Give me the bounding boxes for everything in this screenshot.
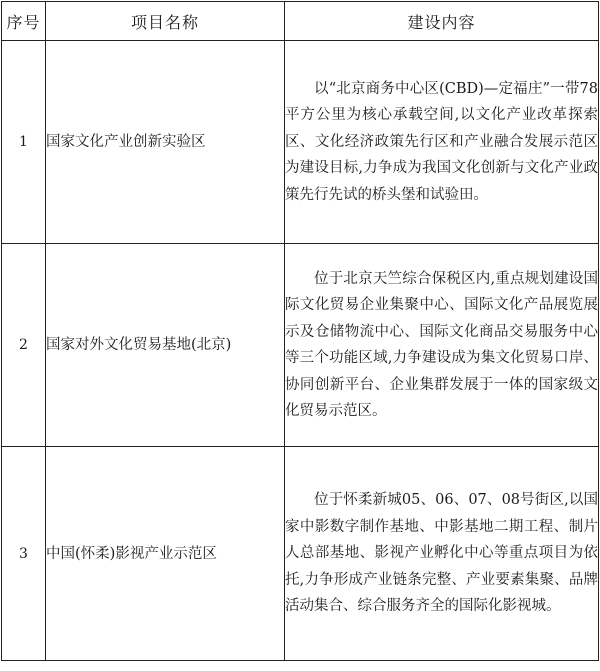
project-content: 位于北京天竺综合保税区内,重点规划建设国际文化贸易企业集聚中心、国际文化产品展览展示及仓储物流中心、国际文化商品交易服务中心等三个功能区域,力争建设成为集文化贸易口岸、协同创新平台、企业集群发展于一体的国家级文化贸易示范区。 bbox=[285, 244, 599, 447]
table-header-row bbox=[2, 2, 599, 41]
table-row bbox=[2, 244, 599, 447]
project-name: 国家对外文化贸易基地(北京) bbox=[46, 244, 285, 447]
project-name: 国家文化产业创新实验区 bbox=[46, 41, 285, 244]
table-row bbox=[2, 447, 599, 661]
project-table bbox=[1, 1, 599, 661]
project-content: 位于怀柔新城05、06、07、08号街区,以国家中影数字制作基地、中影基地二期工程、制片人总部基地、影视产业孵化中心等重点项目为依托,力争形成产业链条完整、产业要素集聚、品牌活动集合、综合服务齐全的国际化影视城。 bbox=[285, 447, 599, 661]
header-content: 建设内容 bbox=[285, 2, 599, 41]
row-number: 1 bbox=[2, 41, 46, 244]
row-number: 2 bbox=[2, 244, 46, 447]
header-name: 项目名称 bbox=[46, 2, 285, 41]
header-no: 序号 bbox=[2, 2, 46, 41]
row-number: 3 bbox=[2, 447, 46, 661]
project-content: 以“北京商务中心区(CBD)—定福庄”一带78平方公里为核心承载空间,以文化产业改革探索区、文化经济政策先行区和产业融合发展示范区为建设目标,力争成为我国文化创新与文化产业政策先行先试的桥头堡和试验田。 bbox=[285, 41, 599, 244]
project-name: 中国(怀柔)影视产业示范区 bbox=[46, 447, 285, 661]
table-row bbox=[2, 41, 599, 244]
